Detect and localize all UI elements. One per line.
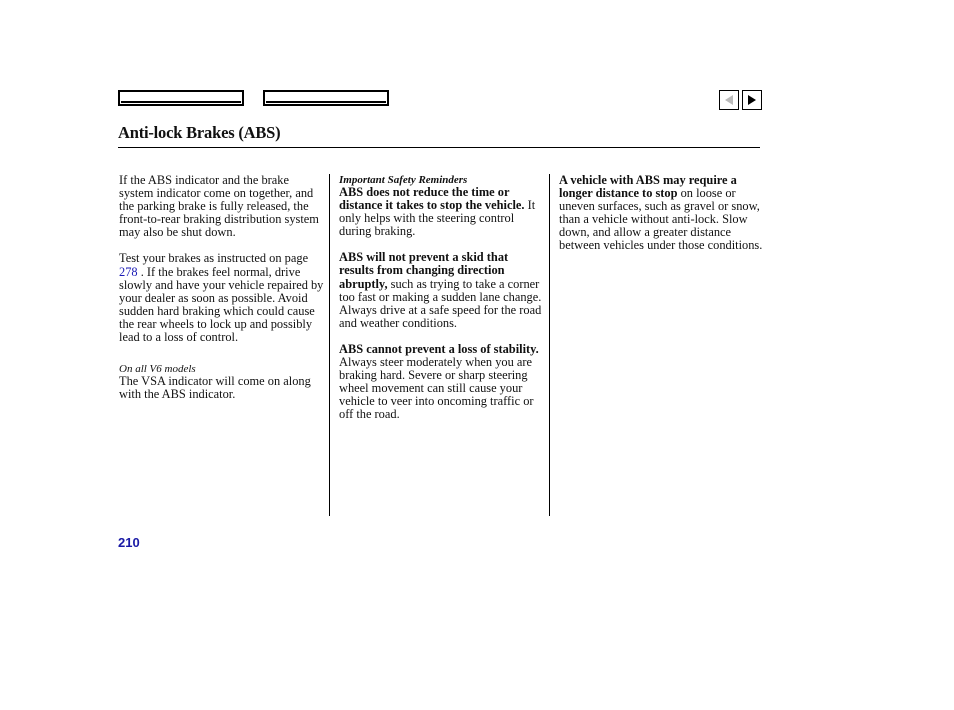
column-middle [339,174,544,422]
page-title: Anti-lock Brakes (ABS) [118,123,281,142]
v6-models-heading: On all V6 models [119,363,196,376]
page-278-link[interactable]: 278 [119,264,138,279]
reminder-stopping-distance-bold: ABS does not reduce the time or distance it takes to stop the vehicle. [339,185,525,213]
vsa-indicator-paragraph: The VSA indicator will come on along with the ABS indicator. [119,374,311,402]
reminder-skid-bold: ABS will not prevent a skid that results from changing direction abruptly, [339,250,509,291]
reminder-stability-text: Always steer moderately when you are braking hard. Severe or sharp steering wheel movement can still cause your vehicle to veer into oncoming traffic or off the road. [339,355,534,422]
longer-distance-bold: A vehicle with ABS may require a longer distance to stop [559,173,737,201]
reminder-skid [339,251,544,330]
column-divider-left [329,174,330,516]
page-number: 210 [118,535,140,550]
abs-brake-indicator-paragraph: If the ABS indicator and the brake system indicator come on together, and the parking brake is fully released, the front-to-rear braking distribution system may also be shut down. [119,173,319,240]
contents-button[interactable] [118,90,244,106]
reminder-stability-bold: ABS cannot prevent a loss of stability. [339,341,539,356]
column-right [559,174,764,253]
test-brakes-text-start: Test your brakes as instructed on page [119,251,309,266]
next-page-button[interactable] [742,90,762,110]
previous-page-button[interactable] [719,90,739,110]
safety-reminders-heading: Important Safety Reminders [339,174,468,186]
index-button[interactable] [263,90,389,106]
column-left [119,174,324,401]
column-divider-right [549,174,550,516]
test-brakes-text-end: . If the brakes feel normal, drive slowly and have your vehicle repaired by your dealer as soon as possible. Avoid sudden hard braking which could cause the rear wheels to lock up and possibly lead to a loss of control. [119,264,324,345]
longer-distance-paragraph [559,174,764,253]
title-divider [118,147,760,148]
triangle-left-icon [725,95,733,105]
triangle-right-icon [748,95,756,105]
reminder-stability [339,343,544,422]
reminder-skid-text: such as trying to take a corner too fast or making a sudden lane change. Always drive at a safe speed for the road and weather conditions. [339,276,542,330]
reminder-stopping-distance-text: It only helps with the steering control during braking. [339,198,536,239]
reminder-stopping-distance [339,186,544,238]
test-brakes-paragraph [119,252,324,344]
longer-distance-text: on loose or uneven surfaces, such as gravel or snow, than a vehicle without anti-lock. Slow down, and allow a greater distance between vehicles under those conditions. [559,186,763,253]
